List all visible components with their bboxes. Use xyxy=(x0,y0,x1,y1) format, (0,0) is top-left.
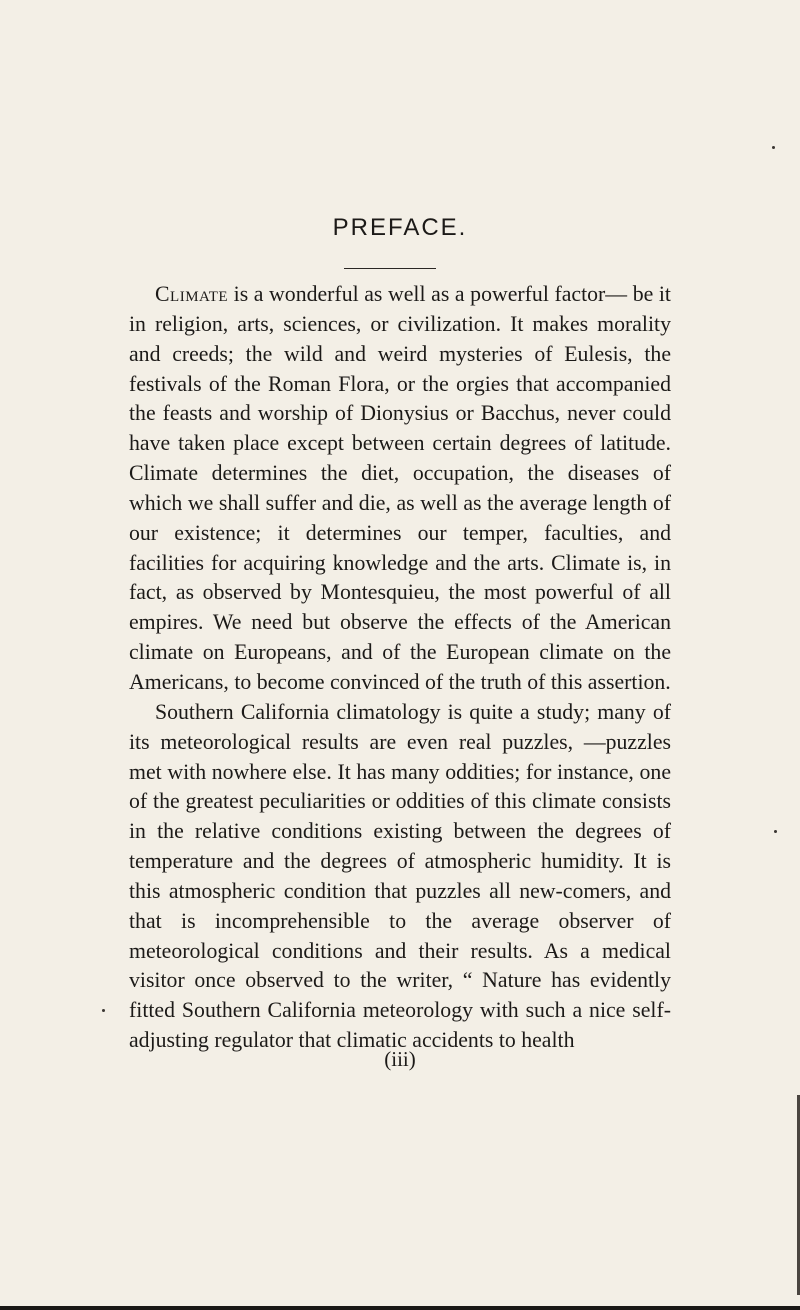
paragraph-1-lead: Climate xyxy=(155,282,229,306)
page-speck xyxy=(774,830,777,833)
page-bottom-edge xyxy=(0,1306,800,1310)
page-speck xyxy=(102,1009,105,1012)
page-speck xyxy=(772,146,775,149)
paragraph-1 xyxy=(129,280,671,698)
page-heading: PREFACE. xyxy=(332,214,468,241)
heading-rule xyxy=(344,268,436,269)
paragraph-2-text: Southern California climatology is quite a study; many of its meteorological results are even real puzzles, —puzzles met with nowhere else. It has many oddities; for instance, one of the greatest peculiarities or oddities of this climate consists in the relative conditions existing between the degrees of temperature and the degrees of atmospheric humidity. It is this atmospheric condition that puzzles all new-comers, and that is incomprehensible to the average observer of meteorological conditions and their results. As a medical visitor once observed to the writer, “ Nature has evidently fitted Southern California meteorology with such a nice self-adjusting regulator that climatic accidents to health xyxy=(129,699,671,1053)
paragraph-1-text: is a wonderful as well as a powerful factor— be it in religion, arts, sciences, or civilization. It makes morality and creeds; the wild and weird mysteries of Eulesis, the festivals of the Roman Flora, or the orgies that accompanied the feasts and worship of Dionysius or Bacchus, never could have taken place except between certain degrees of latitude. Climate determines the diet, occupation, the diseases of which we shall suffer and die, as well as the average length of our existence; it determines our temper, faculties, and facilities for acquiring knowledge and the arts. Climate is, in fact, as observed by Montesquieu, the most powerful of all empires. We need but observe the effects of the American climate on Europeans, and of the European climate on the Americans, to become convinced of the truth of this assertion. xyxy=(129,282,671,694)
body-text xyxy=(129,280,671,1056)
page-number: (iii) xyxy=(384,1047,416,1071)
paragraph-2 xyxy=(129,698,671,1056)
